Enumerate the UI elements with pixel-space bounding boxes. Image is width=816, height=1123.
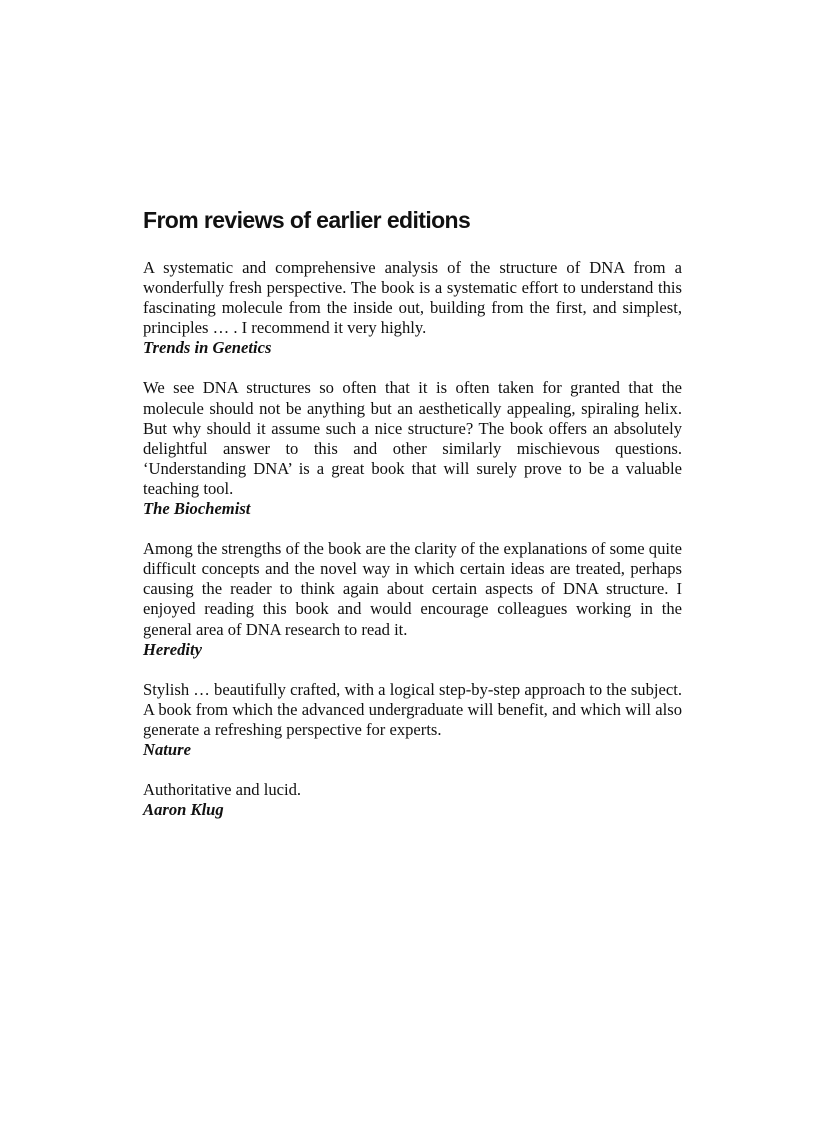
review-source: Trends in Genetics xyxy=(143,338,272,358)
review-item xyxy=(143,378,682,519)
review-item xyxy=(143,680,682,760)
review-quote: A systematic and comprehensive analysis of the structure of DNA from a wonderfully fresh perspective. The book is a systematic effort to understand this fascinating molecule from the inside out, building from the first, and simplest, principles … . I recommend it very highly. xyxy=(143,258,682,338)
review-quote: We see DNA structures so often that it is often taken for granted that the molecule should not be anything but an aesthetically appealing, spiraling helix. But why should it assume such a nice structure? The book offers an absolutely delightful answer to this and other similarly mischievous questions. ‘Understanding DNA’ is a great book that will surely prove to be a valuable teaching tool. xyxy=(143,378,682,498)
review-quote: Stylish … beautifully crafted, with a logical step-by-step approach to the subject. A book from which the advanced undergraduate will benefit, and which will also generate a refreshing perspective for experts. xyxy=(143,679,682,739)
review-quote: Among the strengths of the book are the clarity of the explanations of some quite difficult concepts and the novel way in which certain ideas are treated, perhaps causing the reader to think again about certain aspects of DNA structure. I enjoyed reading this book and would encourage colleagues working in the general area of DNA research to read it. xyxy=(143,539,682,639)
review-item xyxy=(143,539,682,660)
review-quote: Authoritative and lucid. xyxy=(143,780,302,800)
reviews-list xyxy=(143,258,682,820)
review-source: Nature xyxy=(143,739,191,759)
review-source: The Biochemist xyxy=(143,499,251,519)
review-item xyxy=(143,780,682,820)
review-source: Aaron Klug xyxy=(143,800,224,820)
page-title: From reviews of earlier editions xyxy=(143,207,471,233)
review-source: Heredity xyxy=(143,639,202,659)
review-item xyxy=(143,258,682,358)
document-page xyxy=(143,204,682,840)
